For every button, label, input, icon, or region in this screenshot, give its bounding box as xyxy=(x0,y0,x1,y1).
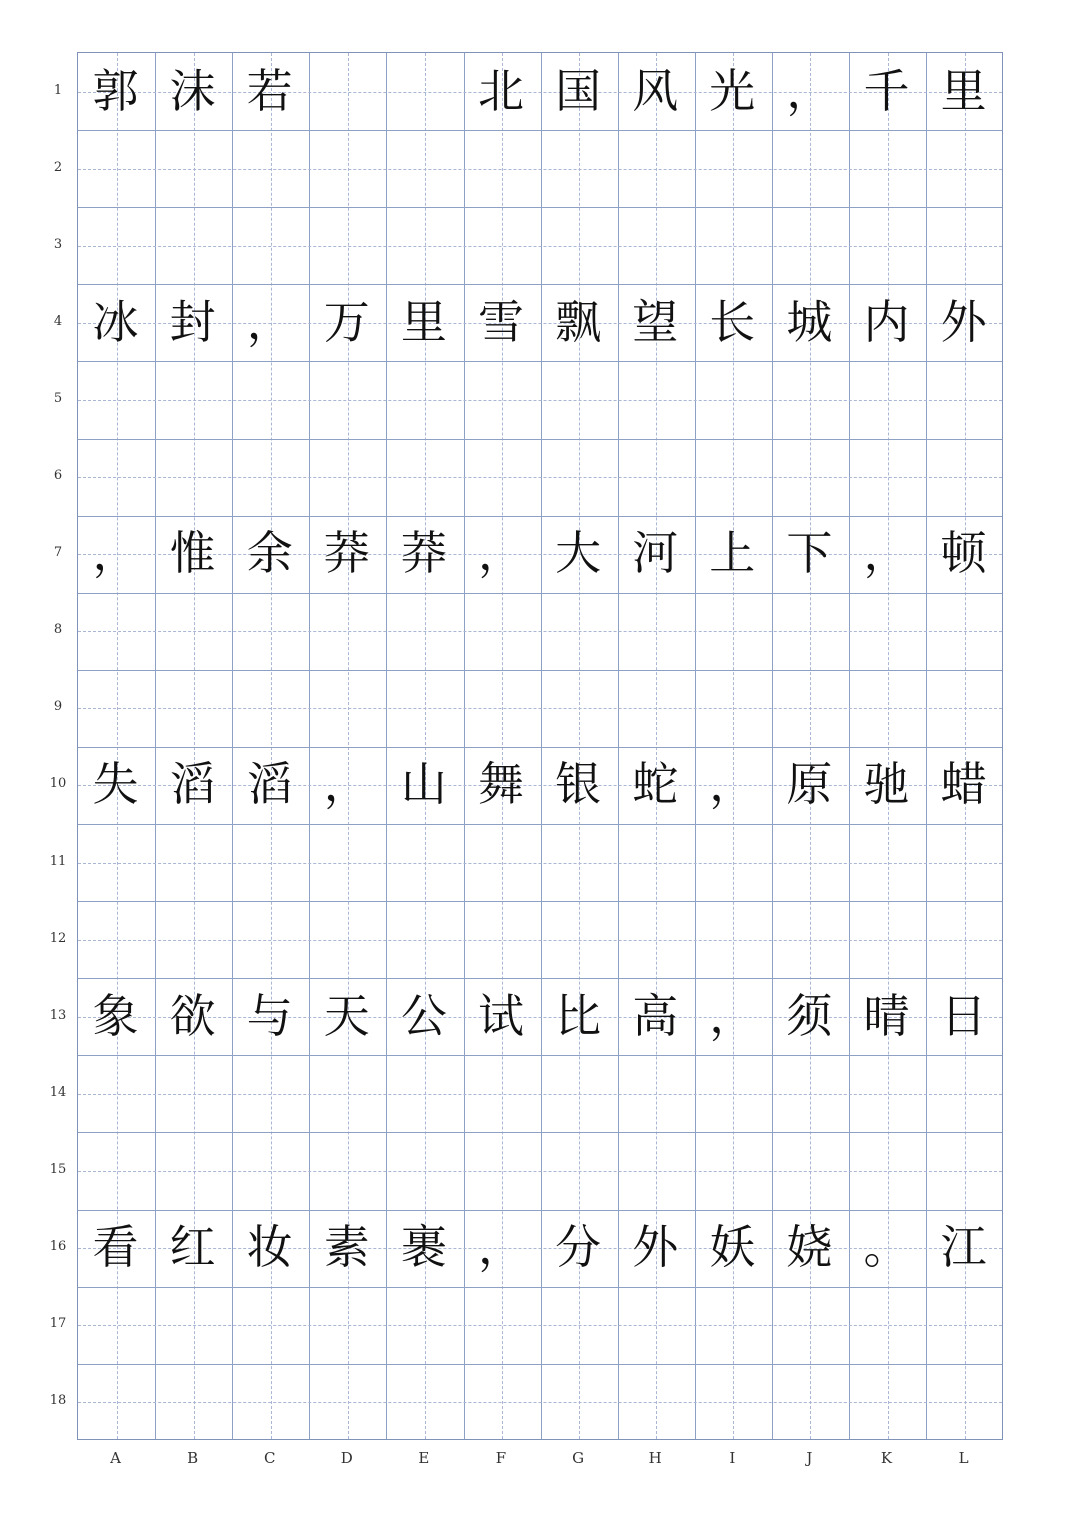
grid-row-line xyxy=(78,207,1002,208)
character-cell: 滔 xyxy=(169,757,216,812)
character-cell: 封 xyxy=(169,294,216,349)
character-cell: 河 xyxy=(632,526,679,581)
character-cell: 欲 xyxy=(169,988,216,1043)
grid-row-guide xyxy=(78,477,1002,478)
column-letter: J xyxy=(806,1449,813,1467)
row-number: 7 xyxy=(53,545,63,561)
grid-row-guide xyxy=(78,169,1002,170)
grid-row-line xyxy=(78,361,1002,362)
character-cell: 试 xyxy=(478,988,524,1043)
column-letter: B xyxy=(187,1449,199,1467)
character-cell: 高 xyxy=(632,988,679,1043)
character-cell: 北 xyxy=(478,63,524,118)
character-cell: 须 xyxy=(786,988,833,1043)
character-cell: 滔 xyxy=(246,757,293,812)
grid-row-guide xyxy=(78,1402,1002,1403)
character-cell: 娆 xyxy=(786,1220,833,1274)
grid-row-guide xyxy=(78,1171,1002,1172)
character-cell: ， xyxy=(246,294,293,349)
character-cell: 山 xyxy=(400,757,447,812)
column-letter: I xyxy=(729,1449,736,1467)
grid-row-guide xyxy=(78,708,1002,709)
grid-row-line xyxy=(78,439,1002,440)
row-number: 5 xyxy=(53,390,63,406)
character-cell: ， xyxy=(92,526,139,581)
character-cell: 冰 xyxy=(92,294,139,349)
character-cell: 象 xyxy=(92,988,139,1043)
character-cell: 若 xyxy=(246,63,293,118)
grid-row-line xyxy=(78,824,1002,825)
row-number: 18 xyxy=(49,1393,67,1409)
character-cell: 江 xyxy=(940,1220,987,1274)
column-letter: F xyxy=(495,1449,507,1467)
character-cell: 天 xyxy=(323,988,370,1043)
character-cell: 原 xyxy=(786,757,833,812)
character-cell: 与 xyxy=(246,988,293,1043)
character-cell: 下 xyxy=(786,526,833,581)
character-cell: 外 xyxy=(632,1220,679,1274)
row-number: 9 xyxy=(53,699,63,715)
grid-row-line xyxy=(78,593,1002,594)
column-letter: L xyxy=(958,1449,969,1467)
column-letter: D xyxy=(340,1449,353,1467)
row-number: 11 xyxy=(49,853,67,869)
grid-row-line xyxy=(78,1287,1002,1288)
character-cell: 舞 xyxy=(478,757,524,812)
character-cell: 日 xyxy=(940,988,987,1043)
character-cell: 万 xyxy=(323,294,370,349)
character-cell: 莽 xyxy=(400,526,447,581)
character-cell: 余 xyxy=(246,526,293,581)
character-cell: ， xyxy=(478,1220,524,1274)
character-cell: 看 xyxy=(92,1220,139,1274)
grid-row-guide xyxy=(78,940,1002,941)
grid-row-line xyxy=(78,130,1002,131)
column-letter: A xyxy=(110,1449,121,1467)
row-number: 1 xyxy=(53,82,63,98)
character-cell: 上 xyxy=(709,526,756,581)
grid-row-guide xyxy=(78,1094,1002,1095)
character-cell: 千 xyxy=(863,63,910,118)
character-cell: 郭 xyxy=(92,63,139,118)
row-number: 13 xyxy=(49,1007,67,1023)
character-cell: 飘 xyxy=(555,294,602,349)
character-cell: ， xyxy=(709,757,756,812)
character-cell: 大 xyxy=(555,526,602,581)
row-number: 4 xyxy=(53,313,63,329)
row-number: 6 xyxy=(53,468,63,484)
grid-row-line xyxy=(78,1132,1002,1133)
character-cell: 望 xyxy=(632,294,679,349)
character-cell: 素 xyxy=(323,1220,370,1274)
character-cell: ， xyxy=(786,63,833,118)
character-cell: 分 xyxy=(555,1220,602,1274)
character-cell: 惟 xyxy=(169,526,216,581)
row-number: 8 xyxy=(53,622,63,638)
grid-row-guide xyxy=(78,1325,1002,1326)
character-cell: 内 xyxy=(863,294,910,349)
character-cell: 比 xyxy=(555,988,602,1043)
row-number: 16 xyxy=(49,1239,67,1255)
character-cell: 里 xyxy=(940,63,987,118)
character-cell: 雪 xyxy=(478,294,524,349)
column-letter: E xyxy=(418,1449,430,1467)
column-letter: H xyxy=(648,1449,662,1467)
character-cell: 驰 xyxy=(863,757,910,812)
row-number: 14 xyxy=(49,1084,67,1100)
grid-row-line xyxy=(78,1055,1002,1056)
row-number: 10 xyxy=(49,776,67,792)
character-cell: 妖 xyxy=(709,1220,756,1274)
grid-row-line xyxy=(78,1364,1002,1365)
character-cell: ， xyxy=(478,526,524,581)
character-cell: 莽 xyxy=(323,526,370,581)
column-letter: K xyxy=(880,1449,893,1467)
character-cell: 晴 xyxy=(863,988,910,1043)
character-cell: 光 xyxy=(709,63,756,118)
character-cell: 城 xyxy=(786,294,833,349)
character-cell: 外 xyxy=(940,294,987,349)
grid-row-guide xyxy=(78,631,1002,632)
character-cell: 蜡 xyxy=(940,757,987,812)
grid-row-line xyxy=(78,670,1002,671)
character-cell: 银 xyxy=(555,757,602,812)
row-number: 3 xyxy=(53,236,63,252)
grid-row-line xyxy=(78,901,1002,902)
character-cell: 国 xyxy=(555,63,602,118)
character-cell: ， xyxy=(863,526,910,581)
grid-row-guide xyxy=(78,246,1002,247)
character-cell: 蛇 xyxy=(632,757,679,812)
column-letter: G xyxy=(572,1449,585,1467)
character-cell: 顿 xyxy=(940,526,987,581)
grid-row-guide xyxy=(78,400,1002,401)
character-cell: 。 xyxy=(863,1220,910,1274)
character-cell: 公 xyxy=(400,988,447,1043)
grid-row-guide xyxy=(78,863,1002,864)
column-letter: C xyxy=(263,1449,276,1467)
character-cell: 失 xyxy=(92,757,139,812)
character-cell: ， xyxy=(323,757,370,812)
character-cell: 红 xyxy=(169,1220,216,1274)
character-cell: 妆 xyxy=(246,1220,293,1274)
character-cell: ， xyxy=(709,988,756,1043)
row-number: 15 xyxy=(49,1161,67,1177)
character-cell: 里 xyxy=(400,294,447,349)
character-cell: 沫 xyxy=(169,63,216,118)
row-number: 2 xyxy=(53,159,63,175)
row-number: 12 xyxy=(49,930,67,946)
row-number: 17 xyxy=(49,1316,67,1332)
character-cell: 风 xyxy=(632,63,679,118)
character-cell: 裹 xyxy=(400,1220,447,1274)
character-cell: 长 xyxy=(709,294,756,349)
